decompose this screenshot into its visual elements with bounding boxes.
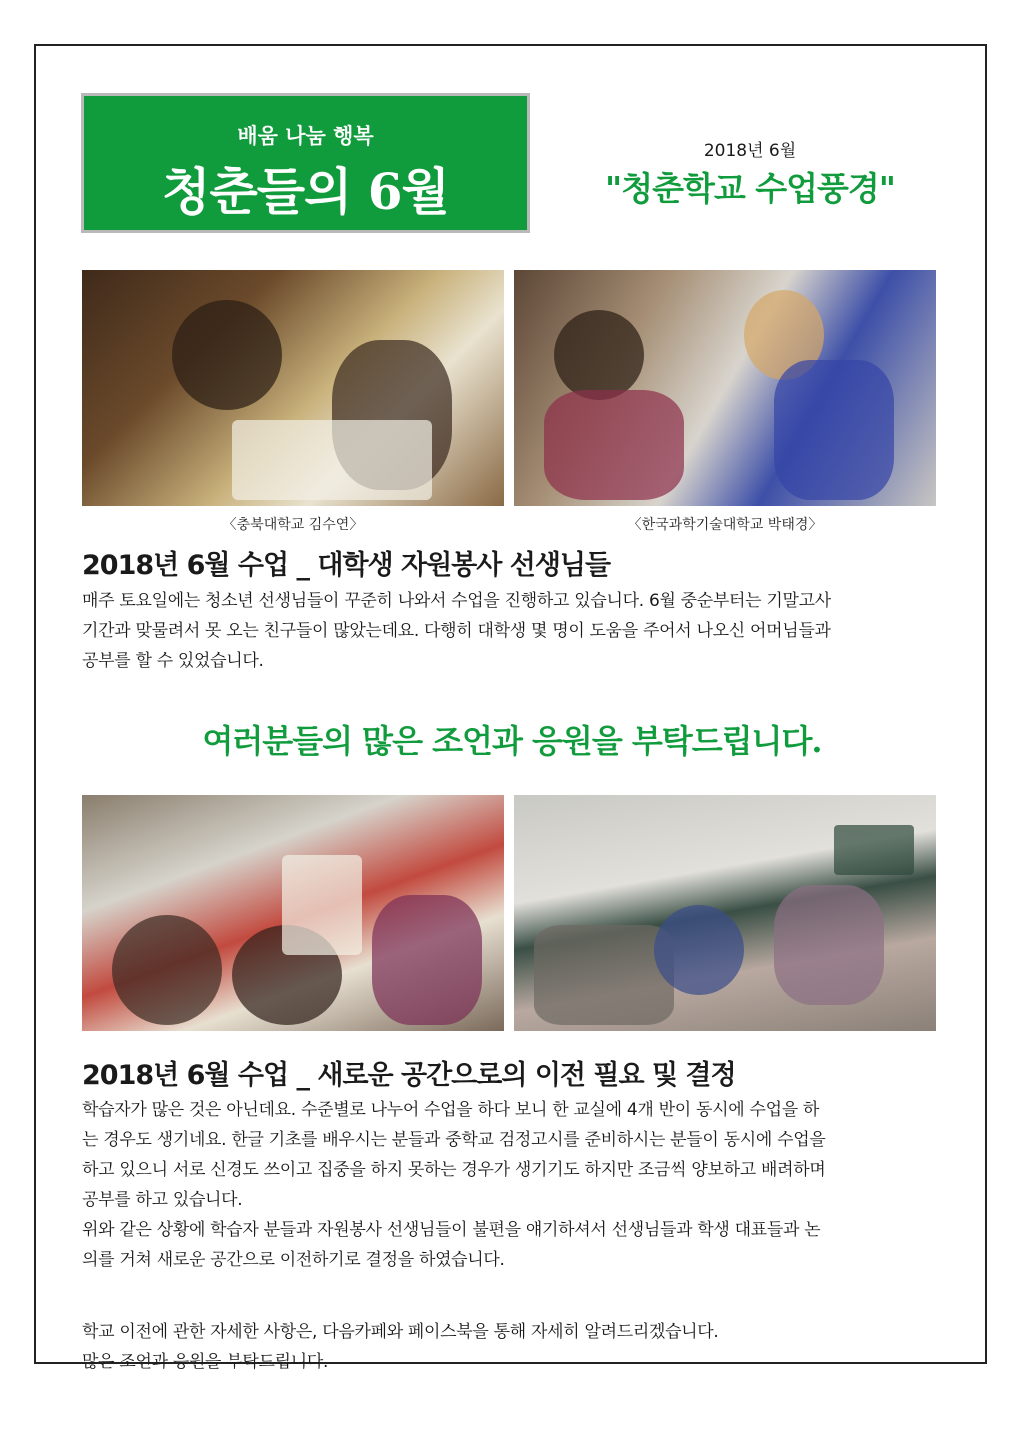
photo-tutoring-2 [514,270,936,506]
photo-classroom-1 [82,795,504,1031]
photo-caption: 〈한국과학기술대학교 박태경〉 [627,517,823,533]
title-banner [81,93,530,233]
page-title: 청춘들의 6월 [162,162,449,221]
section-heading: 2018년 6월 수업 _ 대학생 자원봉사 선생님들 [82,550,611,581]
body-line: 기간과 맞물려서 못 오는 친구들이 많았는데요. 다행히 대학생 몇 명이 도움을 주어서 나오신 어머님들과 [82,621,831,641]
section-body [82,1095,942,1275]
body-line: 는 경우도 생기네요. 한글 기초를 배우시는 분들과 중학교 검정고시를 준비하시는 분들이 동시에 수업을 [82,1130,826,1150]
body-line: 학습자가 많은 것은 아닌데요. 수준별로 나누어 수업을 하다 보니 한 교실에 4개 반이 동시에 수업을 하 [82,1100,820,1120]
photo-caption: 〈충북대학교 김수연〉 [222,517,364,533]
photo-tutoring-1 [82,270,504,506]
body-line: 매주 토요일에는 청소년 선생님들이 꾸준히 나와서 수업을 진행하고 있습니다. 6월 중순부터는 기말고사 [82,591,831,611]
body-line: 학교 이전에 관한 자세한 사항은, 다음카페와 페이스북을 통해 자세히 알려드리겠습니다. [82,1322,719,1342]
body-line: 많은 조언과 응원을 부탁드립니다. [82,1352,329,1372]
slogan: 여러분들의 많은 조언과 응원을 부탁드립니다. [202,722,822,760]
body-line: 공부를 할 수 있었습니다. [82,651,264,671]
issue-date: 2018년 6월 [703,141,797,161]
body-line: 하고 있으니 서로 신경도 쓰이고 집중을 하지 못하는 경우가 생기기도 하지만 조금씩 양보하고 배려하며 [82,1160,826,1180]
section-body [82,586,942,676]
body-line: 위와 같은 상황에 학습자 분들과 자원봉사 선생님들이 불편을 얘기하셔서 선생님들과 학생 대표들과 논 [82,1220,821,1240]
page-subtitle: "청춘학교 수업풍경" [605,169,895,208]
body-line: 공부를 하고 있습니다. [82,1190,243,1210]
closing-text [82,1317,942,1377]
body-line: 의를 거쳐 새로운 공간으로 이전하기로 결정을 하였습니다. [82,1250,505,1270]
section-heading: 2018년 6월 수업 _ 새로운 공간으로의 이전 필요 및 결정 [82,1060,736,1091]
title-tagline: 배움 나눔 행복 [237,124,374,148]
photo-classroom-2 [514,795,936,1031]
